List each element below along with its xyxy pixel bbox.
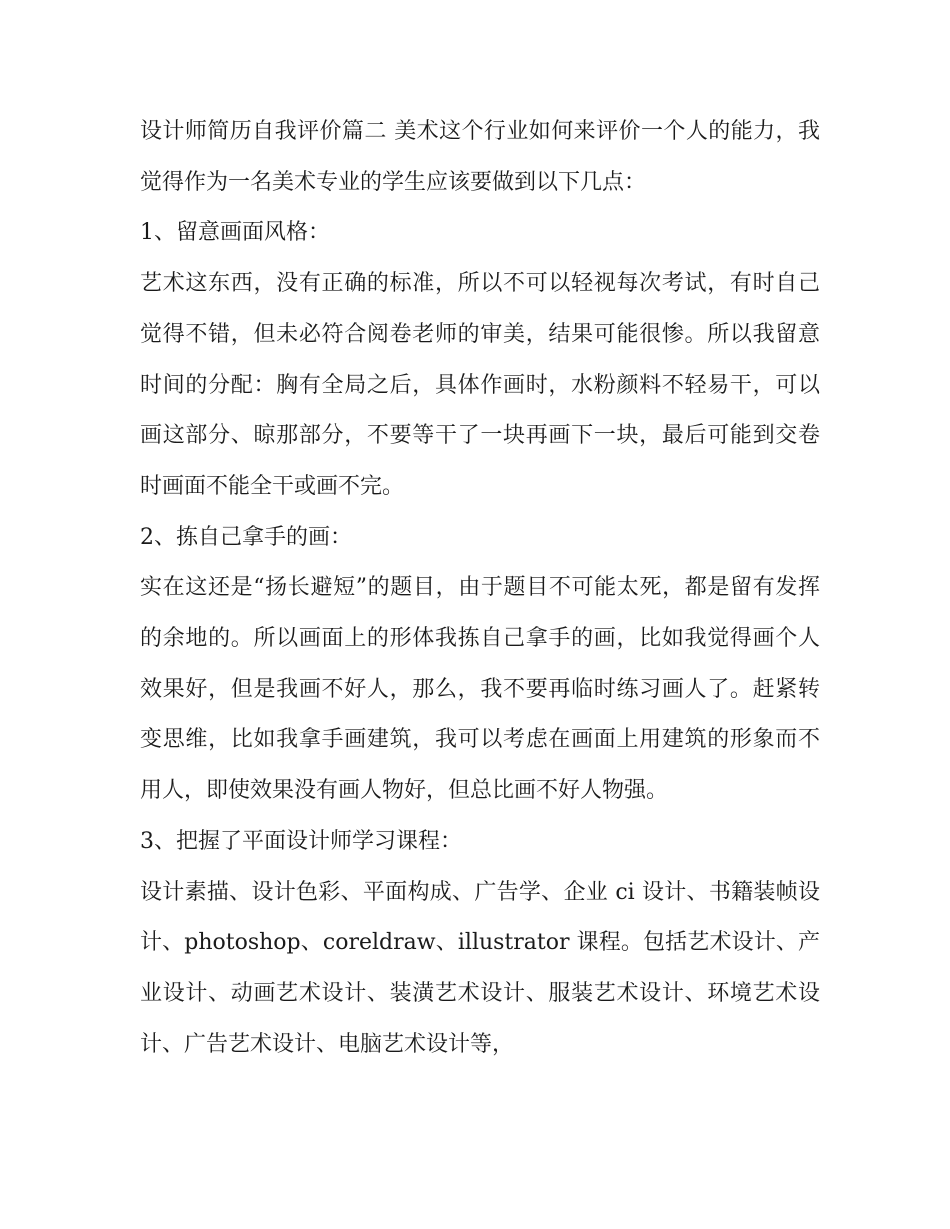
document-page	[140, 107, 820, 1070]
paragraph-point-3: 设计素描、设计色彩、平面构成、广告学、企业 ci 设计、书籍装帧设计、photoshop、coreldraw、illustrator 课程。包括艺术设计、产业设计、动画艺术设计、装潢艺术设计、服装艺术设计、环境艺术设计、广告艺术设计、电脑艺术设计等，	[140, 879, 820, 1057]
paragraph-point-1: 艺术这东西，没有正确的标准，所以不可以轻视每次考试，有时自己觉得不错，但未必符合阅卷老师的审美，结果可能很惨。所以我留意时间的分配：胸有全局之后，具体作画时，水粉颜料不轻易干，可以画这部分、晾那部分，不要等干了一块再画下一块，最后可能到交卷时画面不能全干或画不完。	[140, 271, 820, 499]
heading-point-3: 3、把握了平面设计师学习课程：	[140, 828, 462, 854]
paragraph-intro: 设计师简历自我评价篇二 美术这个行业如何来评价一个人的能力，我觉得作为一名美术专业的学生应该要做到以下几点：	[140, 119, 820, 195]
paragraph-point-2: 实在这还是“扬长避短”的题目，由于题目不可能太死，都是留有发挥的余地的。所以画面上的形体我拣自己拿手的画，比如我觉得画个人效果好，但是我画不好人，那么，我不要再临时练习画人了。赶紧转变思维，比如我拿手画建筑，我可以考虑在画面上用建筑的形象而不用人，即使效果没有画人物好，但总比画不好人物强。	[140, 575, 820, 804]
heading-point-1: 1、留意画面风格：	[140, 220, 330, 246]
heading-point-2: 2、拣自己拿手的画：	[140, 524, 352, 550]
